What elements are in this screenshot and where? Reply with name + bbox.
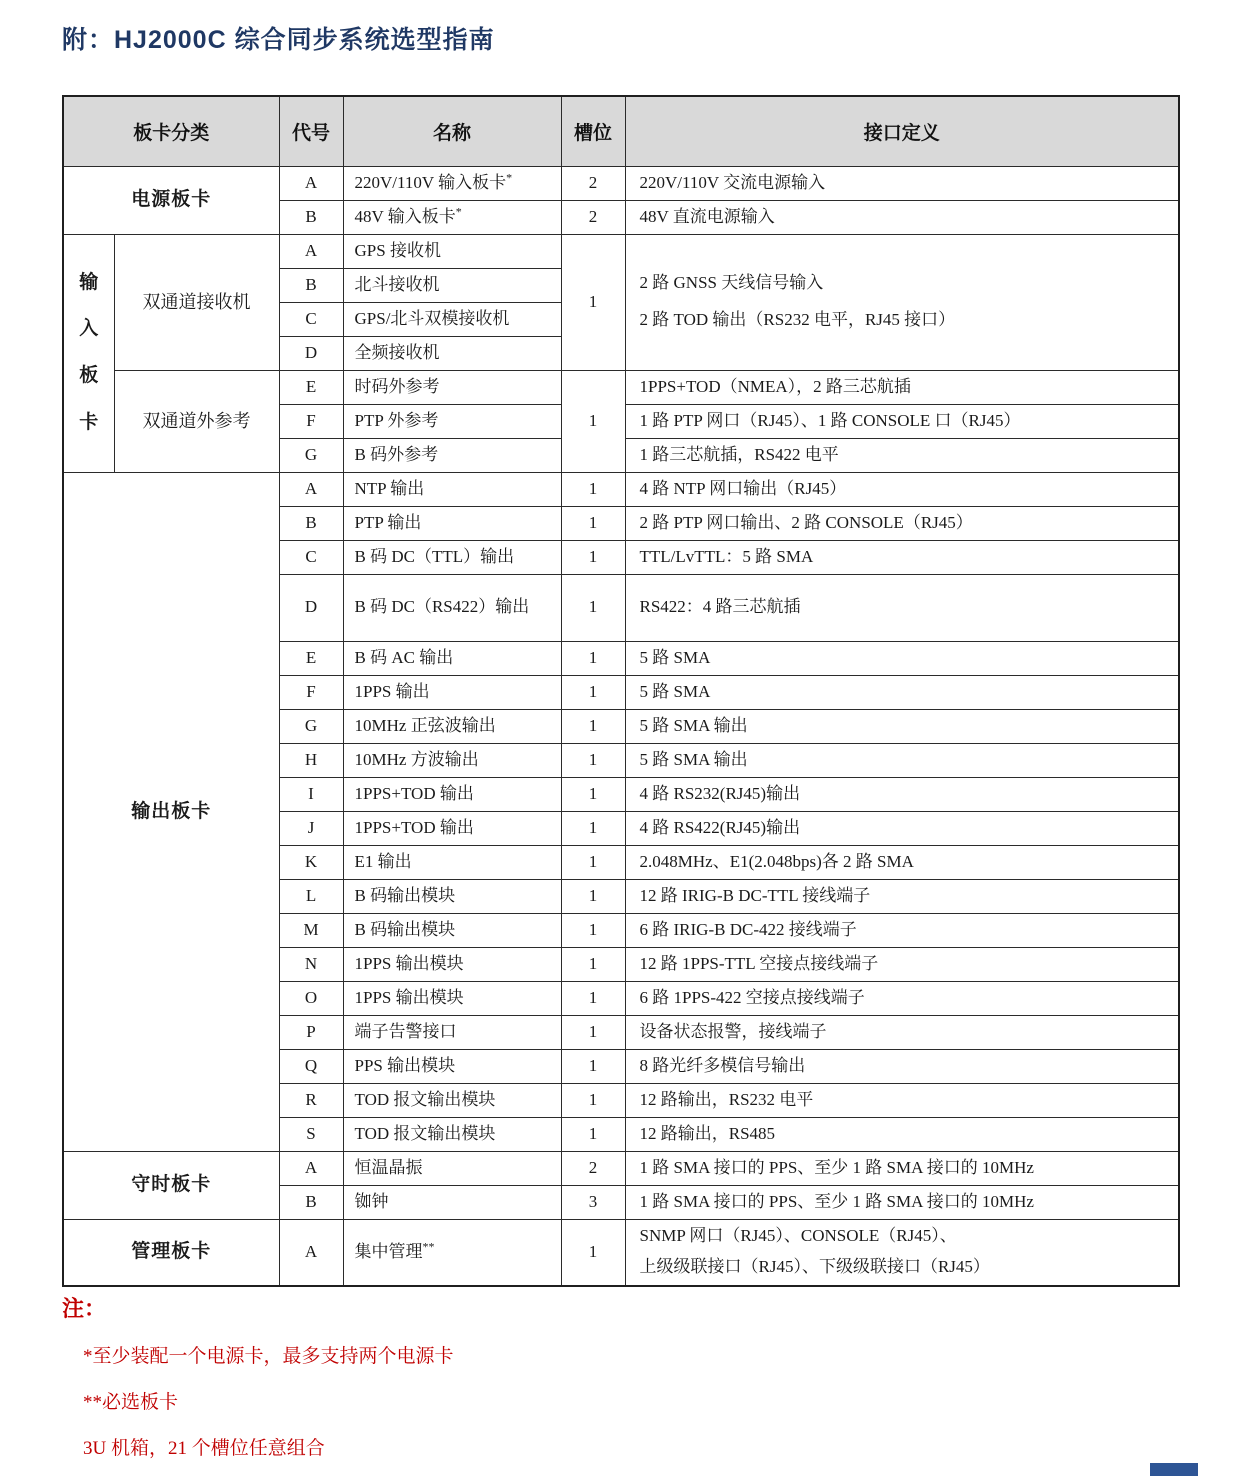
name-cell: 铷钟 [343, 1185, 561, 1219]
interface-cell: 5 路 SMA 输出 [625, 709, 1179, 743]
name-cell: B 码输出模块 [343, 879, 561, 913]
interface-cell: 1PPS+TOD（NMEA），2 路三芯航插 [625, 370, 1179, 404]
name-cell: GPS 接收机 [343, 234, 561, 268]
name-cell: TOD 报文输出模块 [343, 1117, 561, 1151]
name-cell: B 码外参考 [343, 438, 561, 472]
interface-cell: 220V/110V 交流电源输入 [625, 166, 1179, 200]
slot-cell: 1 [561, 743, 625, 777]
name-cell: B 码 DC（RS422）输出 [343, 574, 561, 641]
name-cell: PTP 输出 [343, 506, 561, 540]
code-cell: B [279, 200, 343, 234]
slot-cell: 2 [561, 200, 625, 234]
slot-cell: 1 [561, 811, 625, 845]
footnote-mark: * [455, 203, 462, 218]
selection-guide-table [62, 95, 1180, 1287]
header-slot: 槽位 [561, 96, 625, 166]
code-cell: A [279, 234, 343, 268]
output-category-cell: 输出板卡 [63, 472, 279, 1151]
name-cell: 1PPS+TOD 输出 [343, 777, 561, 811]
interface-cell: 4 路 NTP 网口输出（RJ45） [625, 472, 1179, 506]
table-row [63, 234, 1179, 268]
code-cell: F [279, 675, 343, 709]
slot-cell: 1 [561, 879, 625, 913]
code-cell: P [279, 1015, 343, 1049]
slot-cell: 1 [561, 574, 625, 641]
interface-cell: 12 路输出，RS485 [625, 1117, 1179, 1151]
page-footer-mark [1150, 1463, 1198, 1476]
name-cell: 10MHz 方波输出 [343, 743, 561, 777]
interface-line: SNMP 网口（RJ45）、CONSOLE（RJ45）、 [639, 1226, 957, 1246]
interface-cell [625, 1219, 1179, 1286]
code-cell: L [279, 879, 343, 913]
interface-cell: TTL/LvTTL：5 路 SMA [625, 540, 1179, 574]
name-cell: B 码 AC 输出 [343, 641, 561, 675]
name-cell: 北斗接收机 [343, 268, 561, 302]
input-category-cell [63, 234, 114, 472]
interface-cell: 6 路 IRIG-B DC-422 接线端子 [625, 913, 1179, 947]
table-row [63, 472, 1179, 506]
slot-cell: 1 [561, 472, 625, 506]
code-cell: F [279, 404, 343, 438]
note-item: **必选板卡 [83, 1391, 179, 1413]
table-header-row [63, 96, 1179, 166]
slot-cell: 1 [561, 370, 625, 472]
interface-cell: 1 路 PTP 网口（RJ45）、1 路 CONSOLE 口（RJ45） [625, 404, 1179, 438]
name-cell: 1PPS 输出 [343, 675, 561, 709]
name-cell: NTP 输出 [343, 472, 561, 506]
interface-cell: 2.048MHz、E1(2.048bps)各 2 路 SMA [625, 845, 1179, 879]
code-cell: I [279, 777, 343, 811]
interface-cell: 48V 直流电源输入 [625, 200, 1179, 234]
interface-cell: RS422：4 路三芯航插 [625, 574, 1179, 641]
code-cell: H [279, 743, 343, 777]
extref-group-cell: 双通道外参考 [114, 370, 279, 472]
name-cell: B 码输出模块 [343, 913, 561, 947]
slot-cell: 1 [561, 913, 625, 947]
name-cell: TOD 报文输出模块 [343, 1083, 561, 1117]
slot-cell: 1 [561, 709, 625, 743]
interface-cell: 4 路 RS232(RJ45)输出 [625, 777, 1179, 811]
board-name: 48V 输入板卡 [354, 206, 456, 226]
interface-cell: 12 路 1PPS-TTL 空接点接线端子 [625, 947, 1179, 981]
interface-cell: 5 路 SMA [625, 641, 1179, 675]
code-cell: J [279, 811, 343, 845]
interface-cell: 1 路 SMA 接口的 PPS、至少 1 路 SMA 接口的 10MHz [625, 1151, 1179, 1185]
interface-line: 上级级联接口（RJ45）、下级级联接口（RJ45） [639, 1257, 990, 1277]
timekeeping-category-cell: 守时板卡 [63, 1151, 279, 1219]
interface-cell: 1 路 SMA 接口的 PPS、至少 1 路 SMA 接口的 10MHz [625, 1185, 1179, 1219]
slot-cell: 1 [561, 675, 625, 709]
name-cell [343, 166, 561, 200]
code-cell: B [279, 1185, 343, 1219]
header-name: 名称 [343, 96, 561, 166]
page-title: 附：HJ2000C 综合同步系统选型指南 [62, 26, 495, 54]
slot-cell: 1 [561, 506, 625, 540]
code-cell: G [279, 709, 343, 743]
interface-cell [625, 234, 1179, 370]
header-interface: 接口定义 [625, 96, 1179, 166]
slot-cell: 1 [561, 234, 625, 370]
interface-cell: 8 路光纤多模信号输出 [625, 1049, 1179, 1083]
name-cell: PTP 外参考 [343, 404, 561, 438]
slot-cell: 1 [561, 1083, 625, 1117]
header-category: 板卡分类 [63, 96, 279, 166]
name-cell [343, 200, 561, 234]
code-cell: S [279, 1117, 343, 1151]
name-cell: 时码外参考 [343, 370, 561, 404]
slot-cell: 1 [561, 1015, 625, 1049]
code-cell: G [279, 438, 343, 472]
code-cell: K [279, 845, 343, 879]
code-cell: A [279, 1151, 343, 1185]
name-cell: 10MHz 正弦波输出 [343, 709, 561, 743]
slot-cell: 2 [561, 1151, 625, 1185]
note-item: 3U 机箱，21 个槽位任意组合 [83, 1437, 325, 1459]
slot-cell: 1 [561, 845, 625, 879]
slot-cell: 1 [561, 1117, 625, 1151]
slot-cell: 1 [561, 1049, 625, 1083]
code-cell: A [279, 166, 343, 200]
interface-cell: 6 路 1PPS-422 空接点接线端子 [625, 981, 1179, 1015]
code-cell: N [279, 947, 343, 981]
interface-cell: 2 路 PTP 网口输出、2 路 CONSOLE（RJ45） [625, 506, 1179, 540]
footnote-mark: ** [422, 1239, 435, 1254]
code-cell: B [279, 268, 343, 302]
power-category-cell: 电源板卡 [63, 166, 279, 234]
code-cell: E [279, 370, 343, 404]
slot-cell: 1 [561, 947, 625, 981]
name-cell: B 码 DC（TTL）输出 [343, 540, 561, 574]
code-cell: E [279, 641, 343, 675]
table-row [63, 166, 1179, 200]
table-row [63, 1151, 1179, 1185]
management-category-cell: 管理板卡 [63, 1219, 279, 1286]
table-row [63, 1219, 1179, 1286]
slot-cell: 1 [561, 777, 625, 811]
interface-cell: 12 路输出，RS232 电平 [625, 1083, 1179, 1117]
interface-cell: 设备状态报警，接线端子 [625, 1015, 1179, 1049]
note-item: *至少装配一个电源卡，最多支持两个电源卡 [83, 1346, 454, 1367]
name-cell: 1PPS+TOD 输出 [343, 811, 561, 845]
receiver-group-cell: 双通道接收机 [114, 234, 279, 370]
interface-cell: 5 路 SMA 输出 [625, 743, 1179, 777]
code-cell: M [279, 913, 343, 947]
header-code: 代号 [279, 96, 343, 166]
name-cell: PPS 输出模块 [343, 1049, 561, 1083]
board-name: 集中管理 [354, 1241, 423, 1261]
slot-cell: 1 [561, 641, 625, 675]
code-cell: R [279, 1083, 343, 1117]
code-cell: O [279, 981, 343, 1015]
notes-section [62, 1292, 454, 1460]
interface-cell: 4 路 RS422(RJ45)输出 [625, 811, 1179, 845]
interface-cell: 12 路 IRIG-B DC-TTL 接线端子 [625, 879, 1179, 913]
code-cell: C [279, 540, 343, 574]
input-category-vertical-text: 输入板卡 [79, 271, 99, 433]
code-cell: Q [279, 1049, 343, 1083]
table-row [63, 370, 1179, 404]
slot-cell: 3 [561, 1185, 625, 1219]
name-cell: 恒温晶振 [343, 1151, 561, 1185]
name-cell: E1 输出 [343, 845, 561, 879]
code-cell: D [279, 574, 343, 641]
notes-heading: 注： [62, 1296, 107, 1321]
code-cell: A [279, 1219, 343, 1286]
name-cell: 1PPS 输出模块 [343, 947, 561, 981]
footnote-mark: * [506, 169, 513, 184]
code-cell: B [279, 506, 343, 540]
name-cell: GPS/北斗双模接收机 [343, 302, 561, 336]
name-cell [343, 1219, 561, 1286]
slot-cell: 1 [561, 981, 625, 1015]
interface-line: 2 路 TOD 输出（RS232 电平，RJ45 接口） [639, 310, 956, 329]
code-cell: A [279, 472, 343, 506]
slot-cell: 1 [561, 540, 625, 574]
slot-cell: 1 [561, 1219, 625, 1286]
slot-cell: 2 [561, 166, 625, 200]
name-cell: 全频接收机 [343, 336, 561, 370]
interface-line: 2 路 GNSS 天线信号输入 [639, 273, 824, 293]
code-cell: D [279, 336, 343, 370]
name-cell: 1PPS 输出模块 [343, 981, 561, 1015]
code-cell: C [279, 302, 343, 336]
interface-cell: 1 路三芯航插，RS422 电平 [625, 438, 1179, 472]
name-cell: 端子告警接口 [343, 1015, 561, 1049]
board-name: 220V/110V 输入板卡 [354, 172, 507, 192]
interface-cell: 5 路 SMA [625, 675, 1179, 709]
